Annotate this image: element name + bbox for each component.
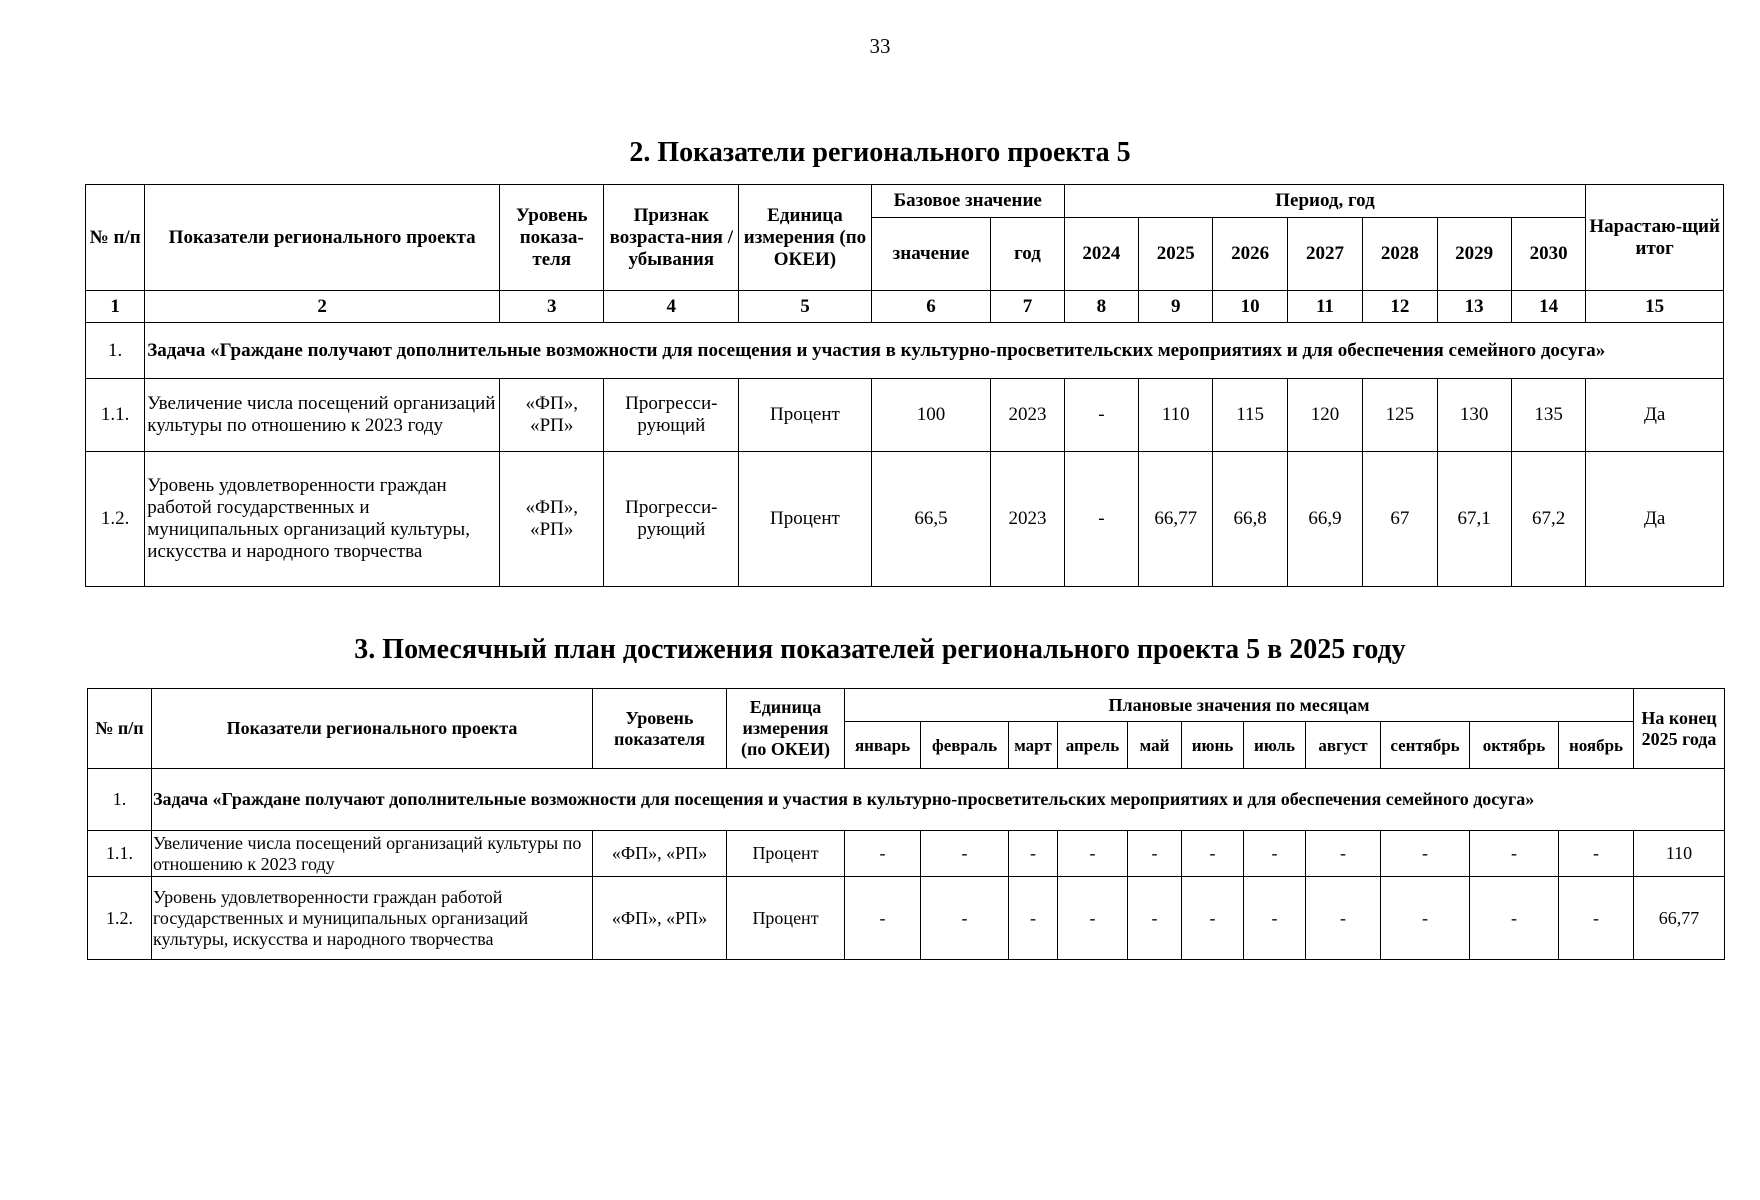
end-value: 66,77 <box>1634 877 1725 960</box>
row-num: 1.1. <box>86 379 145 452</box>
header-indicator: Показатели регионального проекта <box>152 689 593 769</box>
header-month: август <box>1306 722 1381 769</box>
header-year: 2027 <box>1287 218 1362 291</box>
monthly-plan-table <box>87 688 1725 960</box>
month-value: - <box>1128 831 1182 877</box>
column-number: 6 <box>871 291 991 323</box>
indicator-sign: Прогресси-рующий <box>604 452 739 587</box>
header-month: май <box>1128 722 1182 769</box>
indicator-name: Уровень удовлетворенности граждан работой государственных и муниципальных организаций культуры, искусства и народного творчества <box>145 452 500 587</box>
base-value: 100 <box>871 379 991 452</box>
month-value: - <box>1381 831 1470 877</box>
header-num: № п/п <box>86 185 145 291</box>
month-value: - <box>1381 877 1470 960</box>
header-month: январь <box>845 722 921 769</box>
section-3-title: 3. Помесячный план достижения показателей регионального проекта 5 в 2025 году <box>354 634 1406 665</box>
month-value: - <box>1009 831 1058 877</box>
header-month: июль <box>1244 722 1306 769</box>
header-base: Базовое значение <box>871 185 1064 218</box>
header-month: ноябрь <box>1559 722 1634 769</box>
month-value: - <box>1306 877 1381 960</box>
header-level: Уровень показа-теля <box>499 185 604 291</box>
header-year: 2029 <box>1437 218 1511 291</box>
month-value: - <box>1128 877 1182 960</box>
indicator-level: «ФП», «РП» <box>593 877 727 960</box>
indicator-level: «ФП», «РП» <box>593 831 727 877</box>
year-value: 120 <box>1287 379 1362 452</box>
indicator-unit: Процент <box>727 831 845 877</box>
year-value: 66,9 <box>1287 452 1362 587</box>
header-sign: Признак возраста-ния / убывания <box>604 185 739 291</box>
column-number: 2 <box>145 291 500 323</box>
indicator-unit: Процент <box>727 877 845 960</box>
task-num: 1. <box>88 769 152 831</box>
header-month: март <box>1009 722 1058 769</box>
year-value: 115 <box>1213 379 1287 452</box>
year-value: 67,2 <box>1511 452 1585 587</box>
year-value: - <box>1064 379 1138 452</box>
task-text: Задача «Граждане получают дополнительные возможности для посещения и участия в культурно-просветительских мероприятиях и для обеспечения семейного досуга» <box>152 769 1725 831</box>
month-value: - <box>1244 831 1306 877</box>
year-value: 66,77 <box>1139 452 1213 587</box>
month-value: - <box>1470 877 1559 960</box>
column-number: 4 <box>604 291 739 323</box>
month-value: - <box>921 831 1009 877</box>
section-2-title: 2. Показатели регионального проекта 5 <box>629 137 1131 168</box>
column-number: 3 <box>499 291 604 323</box>
indicator-unit: Процент <box>739 452 872 587</box>
month-value: - <box>845 877 921 960</box>
header-base-value: значение <box>871 218 991 291</box>
column-numbers-row <box>86 291 1724 323</box>
header-year: 2026 <box>1213 218 1287 291</box>
header-year: 2025 <box>1139 218 1213 291</box>
column-number: 1 <box>86 291 145 323</box>
column-number: 5 <box>739 291 872 323</box>
cumulative-value: Да <box>1586 379 1724 452</box>
header-cumulative: Нарастаю-щий итог <box>1586 185 1724 291</box>
header-year: 2028 <box>1363 218 1437 291</box>
indicators-table <box>85 184 1724 587</box>
indicator-name: Уровень удовлетворенности граждан работой государственных и муниципальных организаций культуры, искусства и народного творчества <box>152 877 593 960</box>
month-value: - <box>1058 877 1128 960</box>
column-number: 11 <box>1287 291 1362 323</box>
month-value: - <box>1182 831 1244 877</box>
year-value: 66,8 <box>1213 452 1287 587</box>
end-value: 110 <box>1634 831 1725 877</box>
month-value: - <box>1470 831 1559 877</box>
year-value: 125 <box>1363 379 1437 452</box>
task-row <box>88 769 1725 831</box>
header-year: 2030 <box>1511 218 1585 291</box>
table-row <box>86 452 1724 587</box>
header-num: № п/п <box>88 689 152 769</box>
year-value: 135 <box>1511 379 1585 452</box>
task-row <box>86 323 1724 379</box>
month-value: - <box>845 831 921 877</box>
month-value: - <box>1244 877 1306 960</box>
table-row <box>86 379 1724 452</box>
base-value: 66,5 <box>871 452 991 587</box>
column-number: 10 <box>1213 291 1287 323</box>
row-num: 1.2. <box>86 452 145 587</box>
cumulative-value: Да <box>1586 452 1724 587</box>
indicator-level: «ФП», «РП» <box>499 452 604 587</box>
year-value: 110 <box>1139 379 1213 452</box>
indicator-name: Увеличение числа посещений организаций культуры по отношению к 2023 году <box>152 831 593 877</box>
header-month: октябрь <box>1470 722 1559 769</box>
task-text: Задача «Граждане получают дополнительные возможности для посещения и участия в культурно-просветительских мероприятиях и для обеспечения семейного досуга» <box>145 323 1724 379</box>
column-number: 12 <box>1363 291 1437 323</box>
header-level: Уровень показателя <box>593 689 727 769</box>
table-row <box>88 877 1725 960</box>
header-unit: Единица измерения (по ОКЕИ) <box>739 185 872 291</box>
month-value: - <box>1559 877 1634 960</box>
month-value: - <box>1559 831 1634 877</box>
header-indicator: Показатели регионального проекта <box>145 185 500 291</box>
month-value: - <box>1182 877 1244 960</box>
month-value: - <box>1009 877 1058 960</box>
header-month: апрель <box>1058 722 1128 769</box>
column-number: 7 <box>991 291 1064 323</box>
header-month: сентябрь <box>1381 722 1470 769</box>
month-value: - <box>1306 831 1381 877</box>
header-year: 2024 <box>1064 218 1138 291</box>
indicator-level: «ФП», «РП» <box>499 379 604 452</box>
row-num: 1.1. <box>88 831 152 877</box>
year-value: 130 <box>1437 379 1511 452</box>
header-period: Период, год <box>1064 185 1586 218</box>
month-value: - <box>1058 831 1128 877</box>
header-unit: Единица измерения (по ОКЕИ) <box>727 689 845 769</box>
year-value: 67,1 <box>1437 452 1511 587</box>
indicator-sign: Прогресси-рующий <box>604 379 739 452</box>
column-number: 14 <box>1511 291 1585 323</box>
column-number: 15 <box>1586 291 1724 323</box>
header-month: февраль <box>921 722 1009 769</box>
base-year: 2023 <box>991 379 1064 452</box>
base-year: 2023 <box>991 452 1064 587</box>
indicator-unit: Процент <box>739 379 872 452</box>
row-num: 1.2. <box>88 877 152 960</box>
indicator-name: Увеличение числа посещений организаций культуры по отношению к 2023 году <box>145 379 500 452</box>
year-value: - <box>1064 452 1138 587</box>
task-num: 1. <box>86 323 145 379</box>
page-number: 33 <box>869 34 891 58</box>
header-month: июнь <box>1182 722 1244 769</box>
year-value: 67 <box>1363 452 1437 587</box>
header-base-year: год <box>991 218 1064 291</box>
table-row <box>88 831 1725 877</box>
header-plan: Плановые значения по месяцам <box>845 689 1634 722</box>
month-value: - <box>921 877 1009 960</box>
column-number: 8 <box>1064 291 1138 323</box>
header-end: На конец 2025 года <box>1634 689 1725 769</box>
column-number: 13 <box>1437 291 1511 323</box>
column-number: 9 <box>1139 291 1213 323</box>
